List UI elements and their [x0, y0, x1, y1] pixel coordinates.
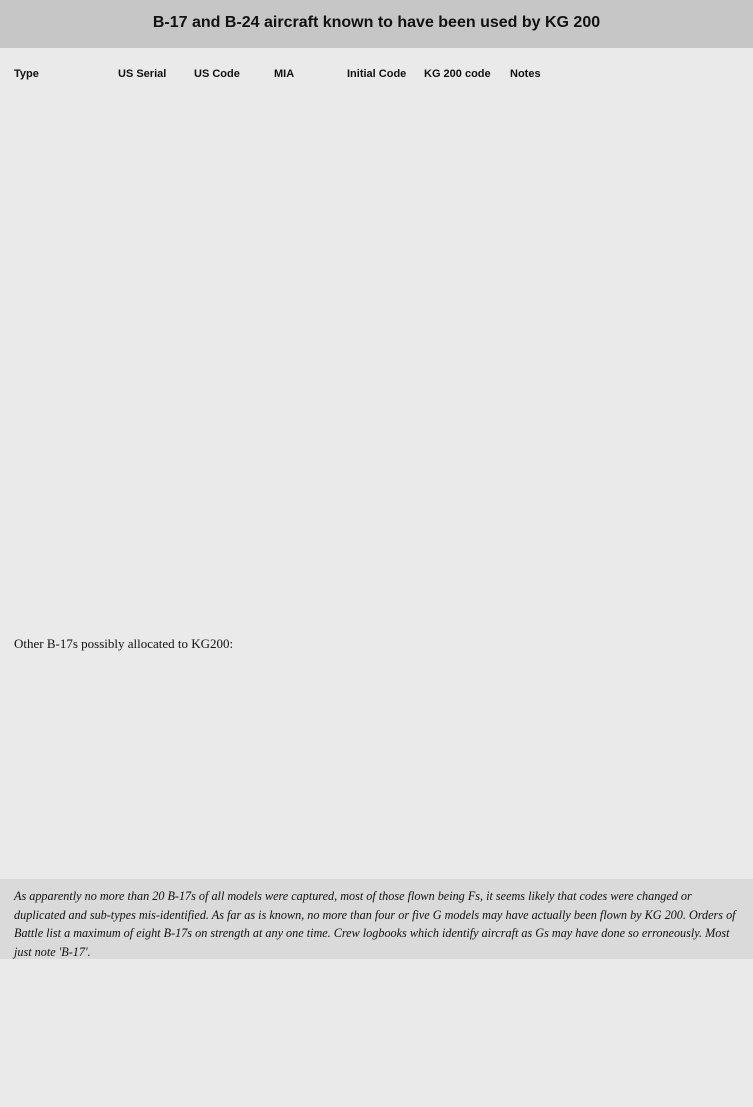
- header-notes: Notes: [510, 68, 541, 80]
- header-kg200-code: KG 200 code: [424, 68, 491, 80]
- page-title: B-17 and B-24 aircraft known to have been used by KG 200: [0, 0, 753, 48]
- other-b17s-heading: Other B-17s possibly allocated to KG200:: [14, 636, 234, 651]
- header-initial-code: Initial Code: [347, 68, 407, 80]
- header-us-serial: US Serial: [118, 68, 167, 80]
- footnote: As apparently no more than 20 B-17s of all models were captured, most of those flown being Fs, it seems likely that codes were changed or duplicated and sub-types mis-identified. As far as is known, no more than four or five G models may have actually been flown by KG 200. Orders of Battle list a maximum of eight B-17s on strength at any one time. Crew logbooks which identify aircraft as Gs may have done so erroneously. Most just note 'B-17'.: [0, 879, 753, 959]
- header-mia: MIA: [274, 68, 295, 80]
- header-us-code: US Code: [194, 68, 240, 80]
- header-type: Type: [14, 68, 39, 80]
